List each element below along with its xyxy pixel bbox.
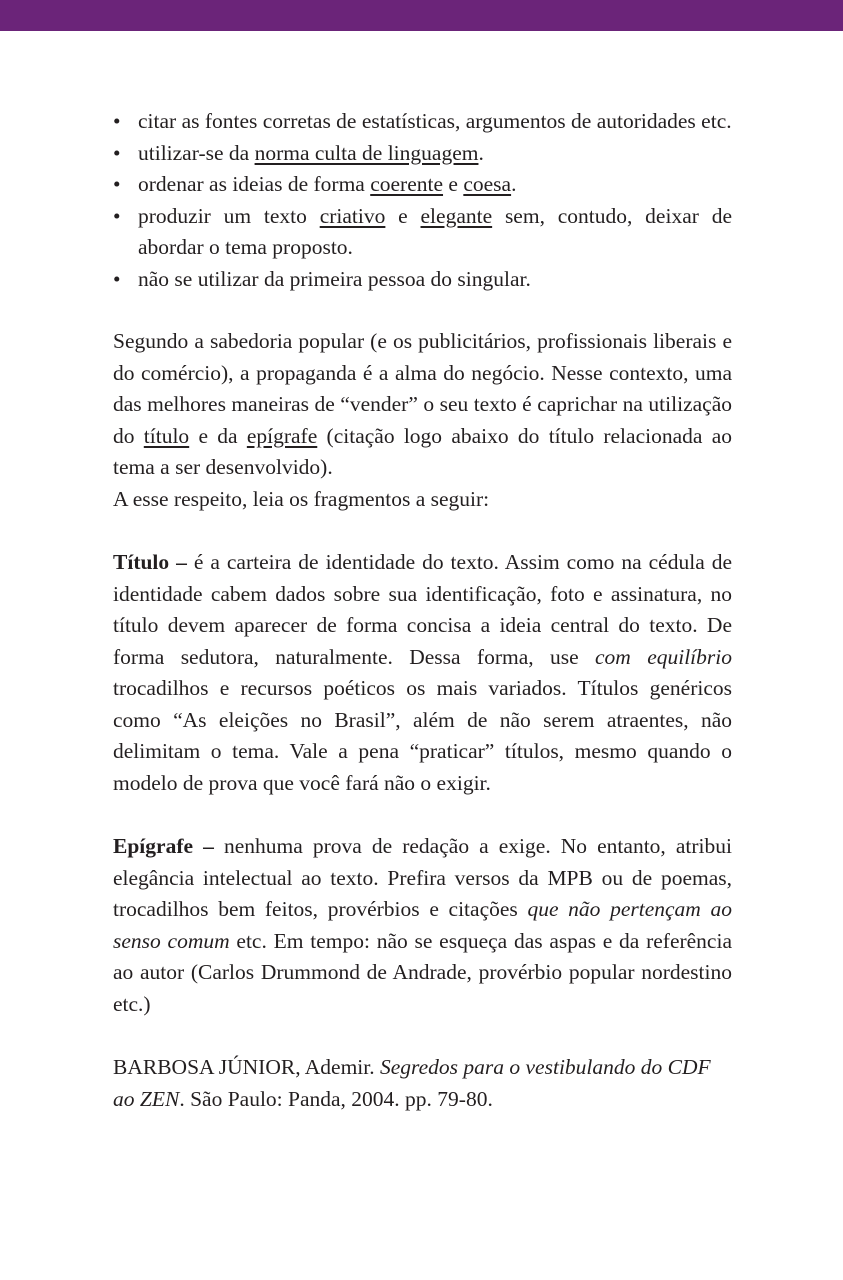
underlined-term: criativo xyxy=(319,203,386,228)
titulo-text: trocadilhos e recursos poéticos os mais variados. Títulos genéricos como “As eleições no Brasil”, além de não serem atraentes, não delimitam o tema. Vale a pena “praticar” títulos, mesmo quando o modelo de prova que você fará não o exigir. xyxy=(113,676,732,795)
list-item-text: e xyxy=(443,172,464,196)
intro-lead-line: A esse respeito, leia os fragmentos a seguir: xyxy=(113,486,490,511)
epigrafe-label: Epígrafe – xyxy=(113,834,214,858)
reference-author: BARBOSA JÚNIOR, Ademir. xyxy=(113,1055,380,1079)
list-item-text: citar as fontes corretas de estatísticas, argumentos de autoridades etc. xyxy=(138,109,732,133)
list-item xyxy=(113,138,732,170)
list-item-text: não se utilizar da primeira pessoa do singular. xyxy=(138,266,531,291)
titulo-text: é a carteira de identidade do texto. Assim como na cédula de identidade cabem dados sobre sua identificação, foto e assinatura, no título devem aparecer de forma concisa a ideia central do texto. De forma sedutora, naturalmente. Dessa forma, use xyxy=(113,550,733,669)
underlined-term: coesa xyxy=(463,172,512,196)
reference-title: Segredos para o vestibulando do CDF ao ZEN xyxy=(113,1055,711,1111)
bullet-marker: • xyxy=(113,140,121,165)
list-item-text: produzir um texto xyxy=(138,203,320,228)
underlined-term: título xyxy=(143,423,190,448)
top-color-band xyxy=(0,0,843,31)
bullet-marker: • xyxy=(113,266,121,291)
spacer xyxy=(113,515,732,547)
underlined-term: coerente xyxy=(370,172,444,196)
list-item-text: e xyxy=(385,203,421,228)
spacer xyxy=(113,1020,732,1052)
bullet-marker: • xyxy=(113,172,121,196)
bullet-marker: • xyxy=(113,109,121,133)
underlined-term: epígrafe xyxy=(246,423,318,448)
bibliographic-reference xyxy=(113,1052,732,1115)
titulo-paragraph xyxy=(113,547,732,799)
list-item-text: . xyxy=(478,140,484,165)
list-item-text: sem, contudo, deixar de abordar o tema proposto. xyxy=(138,203,732,259)
requirements-list xyxy=(113,106,732,295)
spacer xyxy=(113,295,732,326)
page-content xyxy=(113,106,732,1115)
intro-paragraph xyxy=(113,326,732,484)
intro-text: Segundo a sabedoria popular (e os publicitários, profissionais liberais e do comércio), a propaganda é a alma do negócio. Nesse contexto, uma das melhores maneiras de “vender” o seu texto é caprichar na utilização do xyxy=(113,329,732,448)
spacer xyxy=(113,799,732,831)
reference-publication: . São Paulo: Panda, 2004. pp. 79-80. xyxy=(179,1086,493,1111)
epigrafe-emphasis: que não pertençam ao senso comum xyxy=(113,897,733,953)
intro-text: (citação logo abaixo do título relacionada ao tema a ser desenvolvido). xyxy=(113,423,732,479)
list-item-text: utilizar-se da xyxy=(138,140,255,165)
epigrafe-text: nenhuma prova de redação a exige. No entanto, atribui elegância intelectual ao texto. Prefira versos da MPB ou de poemas, trocadilhos bem feitos, provérbios e citações xyxy=(113,834,732,921)
list-item-text: ordenar as ideias de forma xyxy=(138,172,371,196)
titulo-label: Título – xyxy=(113,550,187,574)
bullet-marker: • xyxy=(113,203,121,228)
list-item xyxy=(113,264,732,296)
underlined-term: norma culta de linguagem xyxy=(254,140,479,165)
list-item xyxy=(113,106,732,138)
list-item xyxy=(113,201,732,264)
epigrafe-text: etc. Em tempo: não se esqueça das aspas e da referência ao autor (Carlos Drummond de Andrade, provérbio popular nordestino etc.) xyxy=(113,928,732,1016)
underlined-term: elegante xyxy=(420,203,493,228)
list-item-text: . xyxy=(511,172,517,196)
titulo-emphasis: com equilíbrio xyxy=(595,644,732,669)
list-item xyxy=(113,169,732,201)
epigrafe-paragraph xyxy=(113,831,732,1020)
intro-text: e da xyxy=(189,423,247,448)
